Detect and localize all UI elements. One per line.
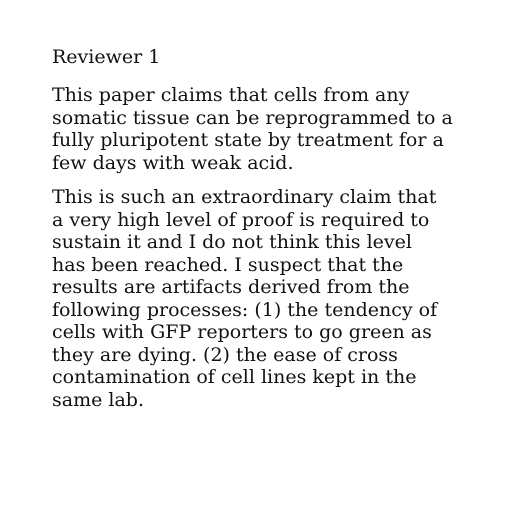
review-paragraph-critique: This is such an extraordinary claim that a very high level of proof is required to sustain it and I do not think this level has been reached. I suspect that the results are artifacts derived from the following processes: (1) the tendency of cells with GFP reporters to go green as they are dying. (2) the ease of cross contamination of cell lines kept in the same lab. bbox=[52, 186, 438, 411]
review-document bbox=[52, 44, 492, 423]
review-paragraph-summary: This paper claims that cells from any somatic tissue can be reprogrammed to a fully pluripotent state by treatment for a few days with weak acid. bbox=[52, 84, 453, 174]
reviewer-heading: Reviewer 1 bbox=[52, 46, 161, 68]
